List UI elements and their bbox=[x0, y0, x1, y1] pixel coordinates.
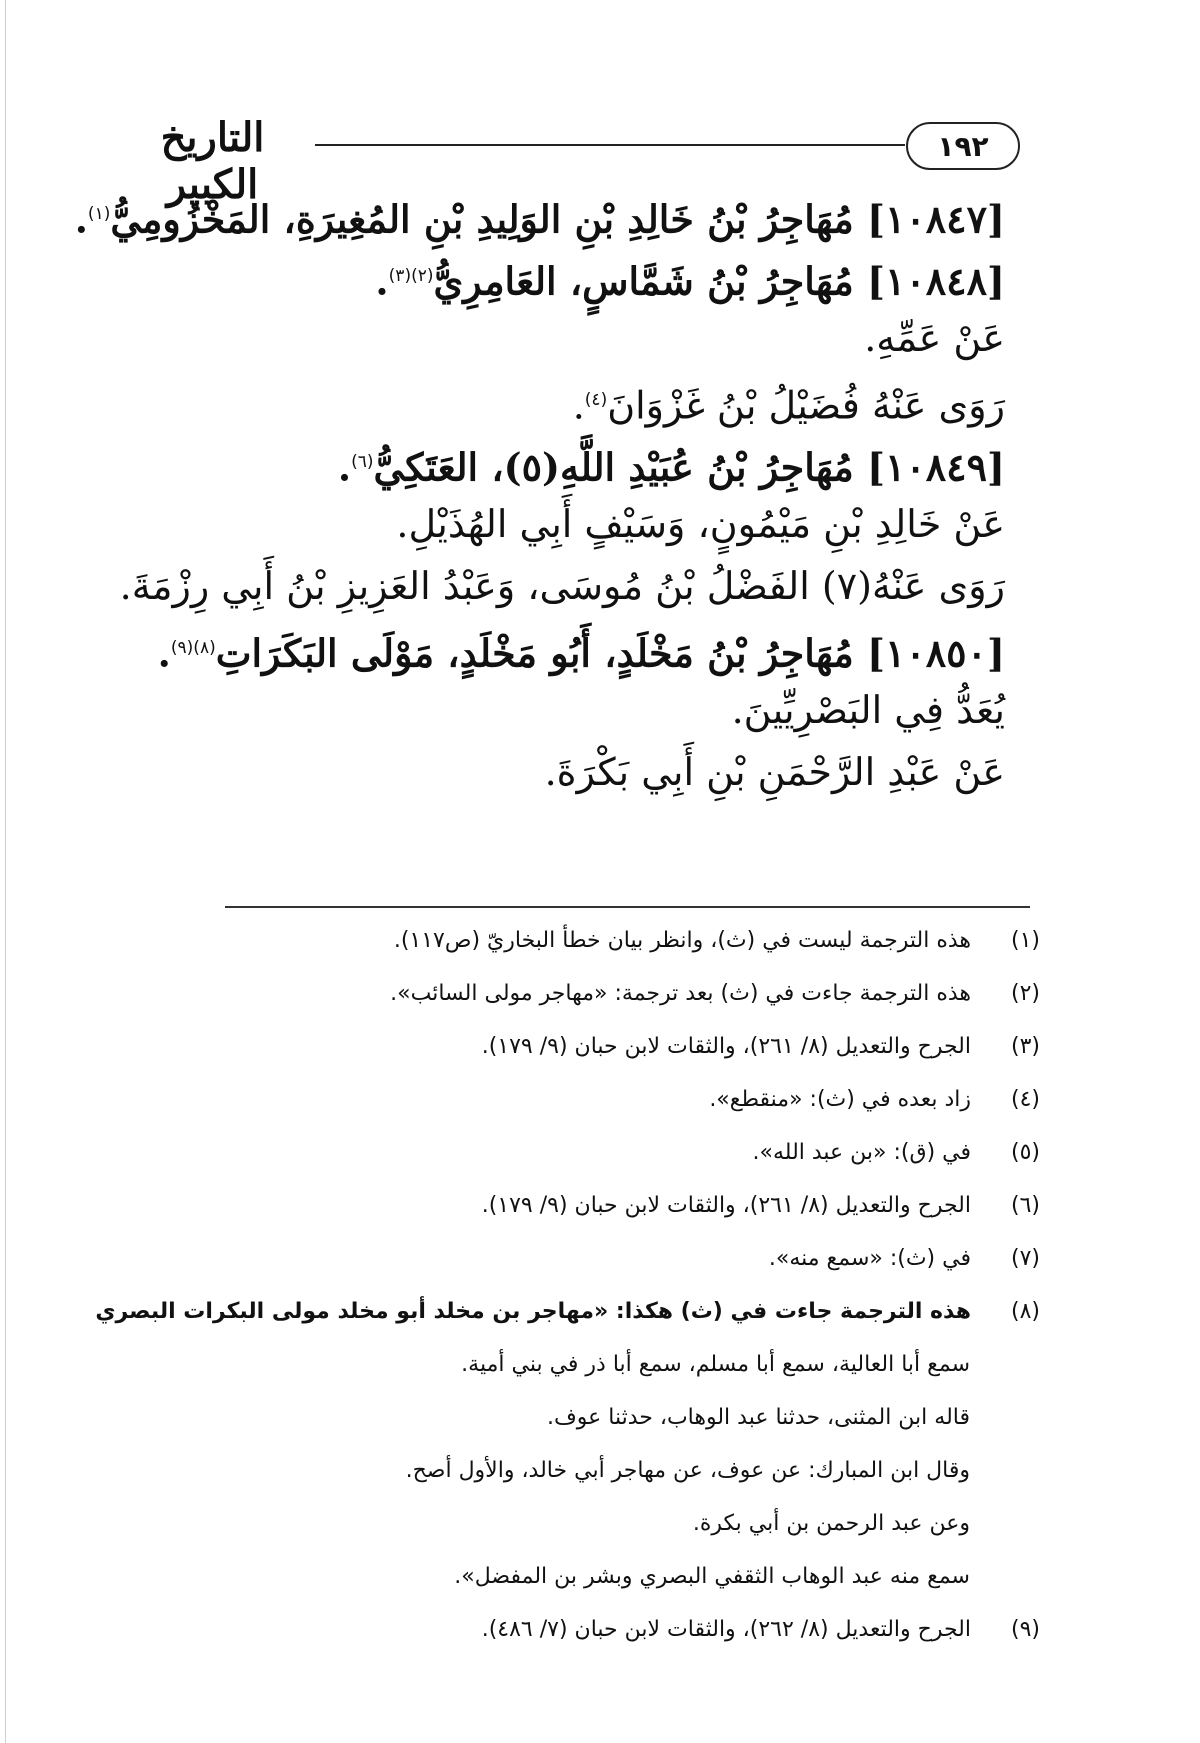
text-line bbox=[285, 686, 1005, 748]
text-line bbox=[285, 314, 1005, 376]
footnote bbox=[195, 1614, 1040, 1667]
footnote bbox=[195, 1084, 1040, 1137]
footnote-separator bbox=[225, 906, 1030, 908]
footnote-text: الجرح والتعديل (٨/ ٢٦٢)، والثقات لابن حبان (٧/ ٤٨٦). bbox=[481, 1617, 971, 1642]
footnote-ref[interactable]: (١) bbox=[87, 204, 111, 224]
footnote-text: سمع أبا العالية، سمع أبا مسلم، سمع أبا ذر في بني أمية. bbox=[461, 1352, 970, 1377]
footnote-number: (١) bbox=[1010, 928, 1040, 953]
entry-end: . bbox=[572, 383, 585, 428]
entry-line bbox=[285, 252, 1005, 314]
footnote-text: الجرح والتعديل (٨/ ٢٦١)، والثقات لابن حبان (٩/ ١٧٩). bbox=[481, 1034, 971, 1059]
footnote-text: وقال ابن المبارك: عن عوف، عن مهاجر أبي خالد، والأول أصح. bbox=[405, 1458, 970, 1483]
page-edge-line bbox=[5, 0, 6, 1743]
footnote-text: وعن عبد الرحمن بن أبي بكرة. bbox=[692, 1511, 970, 1536]
entry-text: [١٠٨٥٠] مُهَاجِرُ بْنُ مَخْلَدٍ، أَبُو مَخْلَدٍ، مَوْلَى البَكَرَاتِ bbox=[215, 630, 1005, 676]
footnote-text: هذه الترجمة جاءت في (ث) هكذا: «مهاجر بن مخلد أبو مخلد مولى البكرات البصري bbox=[95, 1299, 971, 1324]
footnote-continuation bbox=[195, 1455, 1040, 1508]
footnote bbox=[95, 1296, 1040, 1349]
text-line bbox=[285, 500, 1005, 562]
footnote bbox=[195, 1031, 1040, 1084]
footnote-text: هذه الترجمة جاءت في (ث) بعد ترجمة: «مهاجر مولى السائب». bbox=[390, 981, 971, 1006]
footnote-ref[interactable]: (٤) bbox=[584, 390, 608, 410]
entry-text: رَوَى عَنْهُ(٧) الفَضْلُ بْنُ مُوسَى، وَعَبْدُ العَزِيزِ بْنُ أَبِي رِزْمَةَ. bbox=[119, 564, 1005, 608]
entry-end: . bbox=[375, 258, 389, 304]
header-rule bbox=[315, 144, 905, 146]
footnote-text: هذه الترجمة ليست في (ث)، وانظر بيان خطأ البخاريّ (ص١١٧). bbox=[393, 928, 971, 953]
footnote-ref[interactable]: (٢)(٣) bbox=[388, 266, 434, 286]
text-line bbox=[119, 562, 1005, 624]
footnote bbox=[195, 1243, 1040, 1296]
footnote-number: (٢) bbox=[1010, 981, 1040, 1006]
entry-text: [١٠٨٤٨] مُهَاجِرُ بْنُ شَمَّاسٍ، العَامِرِيُّ bbox=[433, 258, 1005, 304]
footnote-text: في (ق): «بن عبد الله». bbox=[752, 1140, 971, 1165]
footnote-continuation bbox=[195, 1561, 1040, 1614]
entry-text: عَنْ عَبْدِ الرَّحْمَنِ بْنِ أَبِي بَكْرَةَ. bbox=[544, 750, 1005, 794]
footnote-number: (٩) bbox=[1010, 1617, 1040, 1642]
footnote-number: (٣) bbox=[1010, 1034, 1040, 1059]
footnote-ref[interactable]: (٦) bbox=[351, 452, 374, 472]
entry-line bbox=[157, 624, 1005, 686]
entry-text: [١٠٨٤٩] مُهَاجِرُ بْنُ عُبَيْدِ اللَّهِ(٥)، العَتَكِيُّ bbox=[373, 444, 1005, 490]
page-header bbox=[115, 110, 1020, 208]
main-text bbox=[74, 190, 1005, 810]
footnote bbox=[195, 978, 1040, 1031]
footnote-text: في (ث): «سمع منه». bbox=[768, 1246, 971, 1271]
footnote bbox=[195, 925, 1040, 978]
footnote bbox=[195, 1137, 1040, 1190]
footnote-number: (٤) bbox=[1010, 1087, 1040, 1112]
footnote-number: (٧) bbox=[1010, 1246, 1040, 1271]
footnote-number: (٨) bbox=[1010, 1299, 1040, 1324]
footnote-ref[interactable]: (٨)(٩) bbox=[170, 638, 216, 658]
footnote-continuation bbox=[195, 1349, 1040, 1402]
entry-text: [١٠٨٤٧] مُهَاجِرُ بْنُ خَالِدِ بْنِ الوَلِيدِ بْنِ المُغِيرَةِ، المَخْزُومِيُّ bbox=[110, 196, 1005, 242]
footnote-text: قاله ابن المثنى، حدثنا عبد الوهاب، حدثنا عوف. bbox=[546, 1405, 970, 1430]
entry-text: عَنْ عَمِّهِ. bbox=[864, 316, 1005, 360]
page-number-badge: ١٩٢ bbox=[906, 122, 1020, 170]
footnote-number: (٥) bbox=[1010, 1140, 1040, 1165]
entry-text: يُعَدُّ فِي البَصْرِيِّينَ. bbox=[731, 688, 1005, 732]
footnote-continuation bbox=[195, 1508, 1040, 1561]
entry-end: . bbox=[157, 630, 171, 676]
entry-line bbox=[74, 190, 1005, 252]
text-line bbox=[285, 376, 1005, 438]
footnotes bbox=[95, 925, 1040, 1667]
footnote-number: (٦) bbox=[1010, 1193, 1040, 1218]
book-title: التاريخ الكبير bbox=[160, 114, 265, 208]
footnote-text: الجرح والتعديل (٨/ ٢٦١)، والثقات لابن حبان (٩/ ١٧٩). bbox=[481, 1193, 971, 1218]
entry-line bbox=[285, 438, 1005, 500]
footnote-text: سمع منه عبد الوهاب الثقفي البصري وبشر بن المفضل». bbox=[454, 1564, 970, 1589]
footnote-text: زاد بعده في (ث): «منقطع». bbox=[709, 1087, 971, 1112]
text-line bbox=[285, 748, 1005, 810]
footnote bbox=[195, 1190, 1040, 1243]
footnote-continuation bbox=[195, 1402, 1040, 1455]
entry-text: رَوَى عَنْهُ فُضَيْلُ بْنُ غَزْوَانَ bbox=[607, 383, 1005, 428]
entry-text: عَنْ خَالِدِ بْنِ مَيْمُونٍ، وَسَيْفٍ أَبِي الهُذَيْلِ. bbox=[396, 502, 1005, 546]
entry-end: . bbox=[74, 196, 88, 242]
entry-end: . bbox=[337, 444, 352, 490]
